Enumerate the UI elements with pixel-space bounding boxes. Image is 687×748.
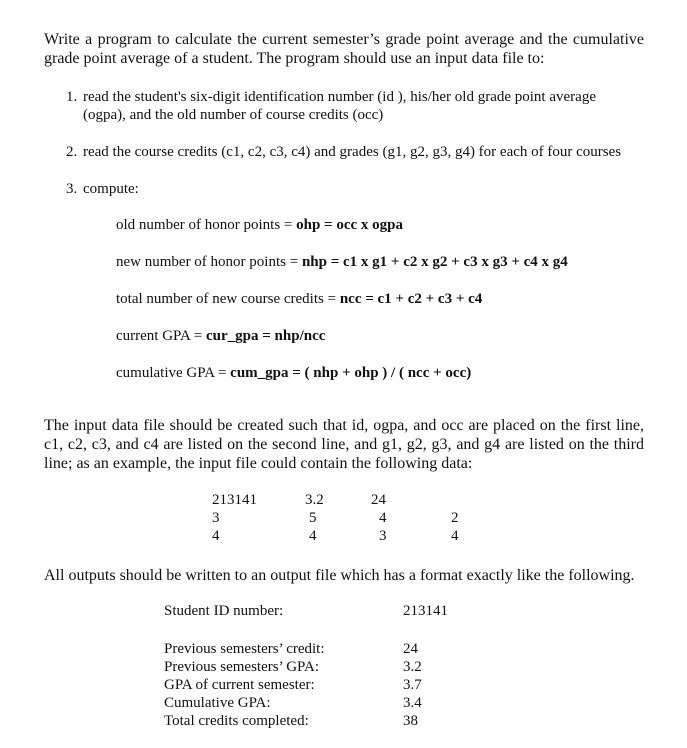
output-label: Total credits completed: [164, 713, 309, 729]
formula-expression: ncc = c1 + c2 + c3 + c4 [339, 291, 483, 307]
formula-label: cumulative GPA = [116, 365, 231, 381]
input-cell: 5 [309, 510, 317, 526]
input-cell: 213141 [212, 492, 257, 508]
output-label: Cumulative GPA: [164, 695, 271, 711]
input-cell: 4 [379, 510, 387, 526]
intro-line-2: grade point average of a student. The program should use an input data file to: [44, 50, 545, 67]
formula-expression: cum_gpa = ( nhp + ohp ) / ( ncc + occ) [230, 365, 472, 381]
output-label: GPA of current semester: [164, 677, 315, 693]
formula-label: current GPA = [116, 328, 206, 344]
input-paragraph-line-2: c1, c2, c3, and c4 are listed on the second line, and g1, g2, g3, and g4 are listed on the third [44, 436, 644, 453]
step-text: compute: [83, 181, 139, 197]
output-value: 24 [403, 641, 418, 657]
formula-expression: nhp = c1 x g1 + c2 x g2 + c3 x g3 + c4 x g4 [301, 254, 568, 270]
input-cell: 3 [212, 510, 220, 526]
step-text: (ogpa), and the old number of course credits (occ) [83, 107, 384, 123]
output-student-id-label: Student ID number: [164, 603, 284, 619]
output-label: Previous semesters’ GPA: [164, 659, 319, 675]
output-value: 3.7 [403, 677, 422, 693]
formula-label: total number of new course credits = [116, 291, 340, 307]
output-value: 3.4 [403, 695, 422, 711]
input-cell: 4 [309, 528, 317, 544]
step-text: read the student's six-digit identification number (id ), his/her old grade point average [83, 89, 596, 105]
input-cell: 4 [451, 528, 459, 544]
output-label: Previous semesters’ credit: [164, 641, 325, 657]
formula-expression: ohp = occ x ogpa [296, 217, 404, 233]
output-value: 38 [403, 713, 418, 729]
output-student-id-value: 213141 [403, 603, 448, 619]
input-cell: 2 [451, 510, 459, 526]
input-cell: 3.2 [305, 492, 324, 508]
input-paragraph-line-3: line; as an example, the input file could contain the following data: [44, 455, 473, 472]
input-cell: 24 [371, 492, 386, 508]
input-cell: 3 [379, 528, 387, 544]
formula-label: old number of honor points = [116, 217, 297, 233]
step-text: read the course credits (c1, c2, c3, c4) and grades (g1, g2, g3, g4) for each of four courses [83, 144, 622, 160]
formula-label: new number of honor points = [116, 254, 302, 270]
intro-line-1: Write a program to calculate the current semester’s grade point average and the cumulative [44, 31, 644, 48]
input-paragraph-line-1: The input data file should be created such that id, ogpa, and occ are placed on the first line, [44, 417, 644, 434]
input-cell: 4 [212, 528, 220, 544]
output-value: 3.2 [403, 659, 422, 675]
step-number: 3. [66, 181, 78, 197]
step-number: 2. [66, 144, 78, 160]
formula-expression: cur_gpa = nhp/ncc [206, 328, 326, 344]
output-intro: All outputs should be written to an output file which has a format exactly like the following. [44, 567, 635, 584]
step-number: 1. [66, 89, 78, 105]
